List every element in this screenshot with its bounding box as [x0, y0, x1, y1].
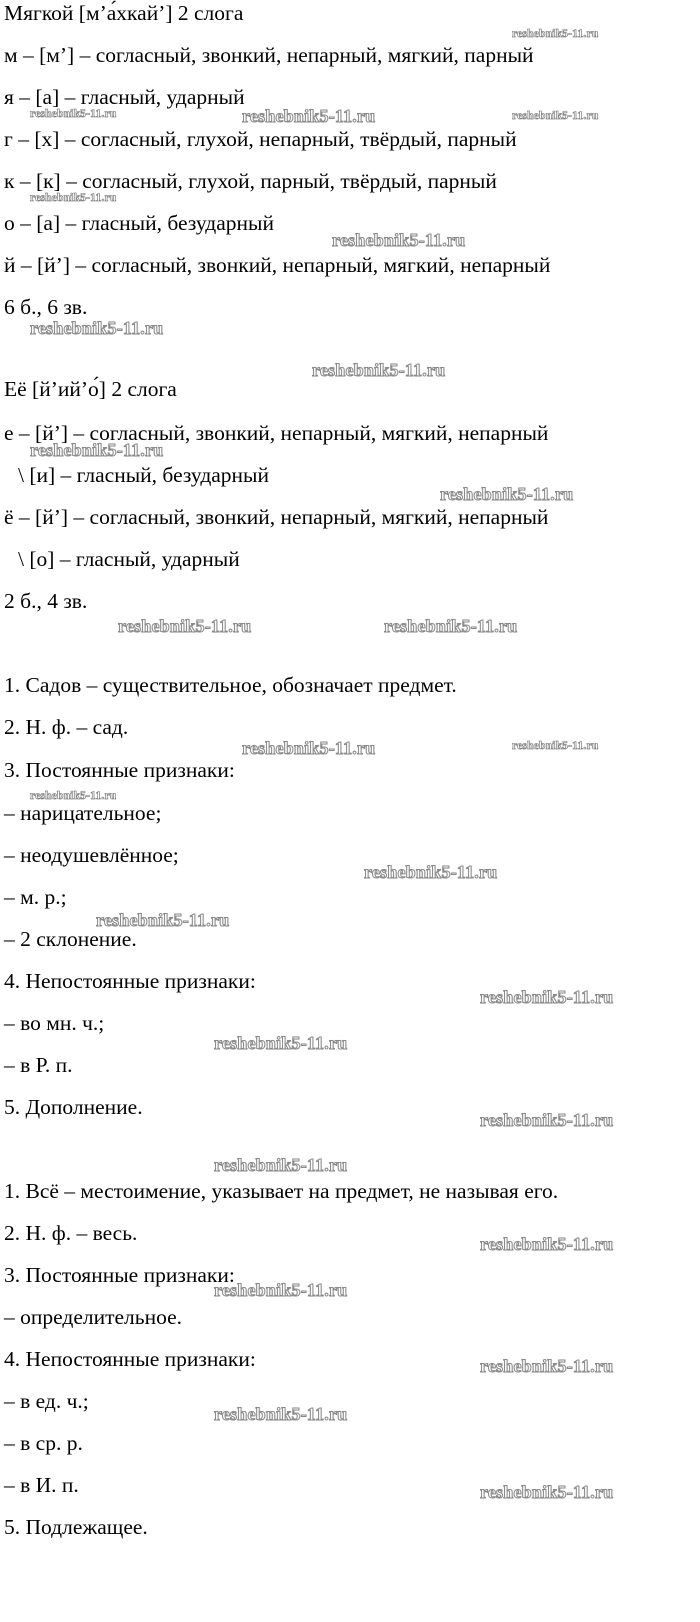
text-line: 1. Садов – существительное, обозначает предмет. [4, 673, 457, 697]
watermark: reshebnik5-11.ru [480, 1234, 614, 1254]
text-line: 2. Н. ф. – весь. [4, 1221, 138, 1245]
text-line: – в И. п. [4, 1473, 79, 1497]
text-line: Её [й’ий’о́] 2 слога [4, 377, 177, 401]
watermark: reshebnik5-11.ru [242, 106, 376, 126]
text-line: 4. Непостоянные признаки: [4, 969, 256, 993]
watermark: reshebnik5-11.ru [480, 1482, 614, 1502]
watermark: reshebnik5-11.ru [512, 28, 599, 40]
text-line: 5. Дополнение. [4, 1095, 143, 1119]
watermark: reshebnik5-11.ru [480, 1356, 614, 1376]
watermark: reshebnik5-11.ru [30, 318, 164, 338]
watermark: reshebnik5-11.ru [30, 790, 117, 802]
text-line: ё – [й’] – согласный, звонкий, непарный, мягкий, непарный [4, 505, 549, 529]
text-line: Мягкой [м’а́хкай’] 2 слога [4, 1, 244, 25]
text-line: 5. Подлежащее. [4, 1515, 148, 1539]
text-line: – в ср. р. [4, 1431, 83, 1455]
text-line: я – [а] – гласный, ударный [4, 85, 245, 109]
text-line: е – [й’] – согласный, звонкий, непарный, мягкий, непарный [4, 421, 549, 445]
text-line: 3. Постоянные признаки: [4, 758, 235, 782]
text-line: 4. Непостоянные признаки: [4, 1347, 256, 1371]
text-line: \ [и] – гласный, безударный [18, 463, 270, 487]
watermark: reshebnik5-11.ru [30, 108, 117, 120]
watermark: reshebnik5-11.ru [96, 910, 230, 930]
text-line: о – [а] – гласный, безударный [4, 211, 274, 235]
text-line: – определительное. [4, 1305, 183, 1329]
watermark: reshebnik5-11.ru [440, 484, 574, 504]
watermark: reshebnik5-11.ru [384, 616, 518, 636]
text-line: 6 б., 6 зв. [4, 295, 88, 319]
text-line: \ [о] – гласный, ударный [18, 547, 240, 571]
watermark: reshebnik5-11.ru [364, 862, 498, 882]
text-line: – м. р.; [4, 885, 67, 909]
text-line: – во мн. ч.; [4, 1011, 105, 1035]
text-line: 3. Постоянные признаки: [4, 1263, 235, 1287]
text-line: к – [к] – согласный, глухой, парный, твёрдый, парный [4, 169, 497, 193]
watermark: reshebnik5-11.ru [30, 192, 117, 204]
watermark: reshebnik5-11.ru [214, 1155, 348, 1175]
text-line: 1. Всё – местоимение, указывает на предмет, не называя его. [4, 1179, 559, 1203]
text-line: г – [х] – согласный, глухой, непарный, твёрдый, парный [4, 127, 517, 151]
watermark: reshebnik5-11.ru [214, 1033, 348, 1053]
watermark: reshebnik5-11.ru [312, 360, 446, 380]
watermark: reshebnik5-11.ru [214, 1280, 348, 1300]
watermark: reshebnik5-11.ru [118, 616, 252, 636]
watermark: reshebnik5-11.ru [512, 740, 599, 752]
watermark: reshebnik5-11.ru [512, 110, 599, 122]
watermark: reshebnik5-11.ru [30, 440, 164, 460]
watermark: reshebnik5-11.ru [332, 230, 466, 250]
text-line: 2 б., 4 зв. [4, 589, 88, 613]
text-line: – нарицательное; [4, 801, 162, 825]
text-line: й – [й’] – согласный, звонкий, непарный, мягкий, непарный [4, 253, 551, 277]
watermark: reshebnik5-11.ru [242, 738, 376, 758]
text-line: – 2 склонение. [4, 927, 137, 951]
text-line: – в ед. ч.; [4, 1389, 89, 1413]
watermark: reshebnik5-11.ru [480, 987, 614, 1007]
text-line: – неодушевлённое; [4, 843, 179, 867]
text-line: – в Р. п. [4, 1053, 73, 1077]
text-line: 2. Н. ф. – сад. [4, 715, 129, 739]
text-line: м – [м’] – согласный, звонкий, непарный, мягкий, парный [4, 43, 534, 67]
watermark: reshebnik5-11.ru [480, 1110, 614, 1130]
watermark: reshebnik5-11.ru [214, 1404, 348, 1424]
